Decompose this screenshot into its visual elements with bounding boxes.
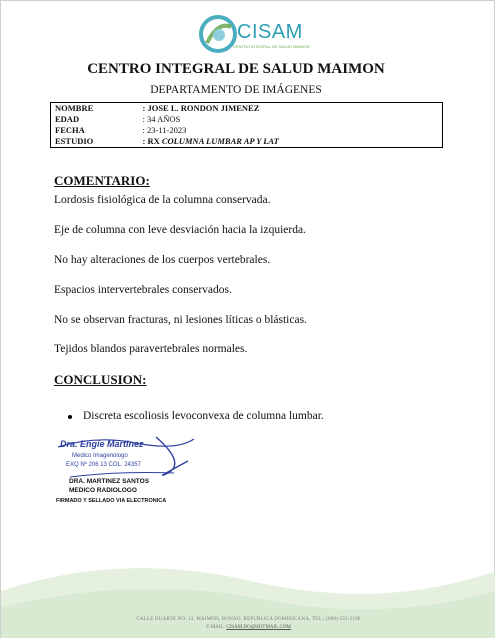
- field-value: : JOSE L. RONDON JIMENEZ: [142, 103, 260, 113]
- comentario-heading: COMENTARIO:: [54, 173, 150, 188]
- report-title: CENTRO INTEGRAL DE SALUD MAIMON: [87, 61, 385, 77]
- logo-subtext: CENTRO INTEGRAL DE SALUD MAIMON: [233, 44, 310, 49]
- comment-line: Tejidos blandos paravertebrales normales.: [54, 343, 248, 355]
- stamp-exequatur: EXQ Nº 206 13 COL. 24357: [66, 462, 141, 468]
- department-name: DEPARTAMENTO DE IMÁGENES: [150, 84, 322, 96]
- comment-line: Eje de columna con leve desviación hacia la izquierda.: [54, 224, 306, 236]
- comment-line: Lordosis fisiológica de la columna conservada.: [54, 194, 271, 206]
- cisam-logo: [197, 13, 309, 55]
- field-label: NOMBRE: [55, 103, 94, 113]
- bullet-icon: [68, 415, 72, 419]
- conclusion-heading: CONCLUSION:: [54, 372, 147, 387]
- signature-block: [69, 477, 149, 495]
- table-row: [51, 136, 443, 148]
- comment-line: No se observan fracturas, ni lesiones líticas o blásticas.: [54, 314, 307, 326]
- field-label: EDAD: [55, 114, 80, 124]
- footer-email-link[interactable]: CISAM.DO@HOTMAIL.COM: [226, 625, 291, 630]
- comment-line: Espacios intervertebrales conservados.: [54, 284, 232, 296]
- conclusion-item: Discreta escoliosis levoconvexa de columna lumbar.: [83, 410, 324, 422]
- table-row: [51, 125, 443, 136]
- footer-email-line: [1, 625, 495, 630]
- study-prefix: : RX: [142, 136, 162, 146]
- logo-name: CISAM: [237, 21, 303, 43]
- study-name: COLUMNA LUMBAR AP Y LAT: [161, 136, 279, 146]
- electronic-signature-note: FIRMADO Y SELLADO VIA ELECTRONICA: [56, 498, 167, 504]
- doctor-name: DRA. MARTINEZ SANTOS: [69, 478, 150, 485]
- comment-line: No hay alteraciones de los cuerpos vertebrales.: [54, 254, 271, 266]
- doctor-role: MEDICO RADIOLOGO: [69, 487, 137, 494]
- table-row: [51, 114, 443, 125]
- patient-info-table: [50, 102, 443, 148]
- field-label: ESTUDIO: [55, 136, 94, 146]
- table-row: [51, 103, 443, 115]
- field-value: : 23-11-2023: [142, 125, 187, 135]
- footer-address: CALLE DUARTE NO. 13, MAIMÓN, BONAO, REPUBLICA DOMINICANA, TEL.: (809)-551-2196: [136, 617, 361, 622]
- field-value: : 34 AÑOS: [142, 114, 181, 124]
- stamp-role: Medico Imagenologo: [72, 453, 128, 459]
- stamp-doctor-name: Dra. Engie Martinez: [60, 439, 144, 449]
- field-value: [139, 136, 443, 148]
- footer-email-label: E-MAIL:: [206, 625, 226, 630]
- field-label: FECHA: [55, 125, 85, 135]
